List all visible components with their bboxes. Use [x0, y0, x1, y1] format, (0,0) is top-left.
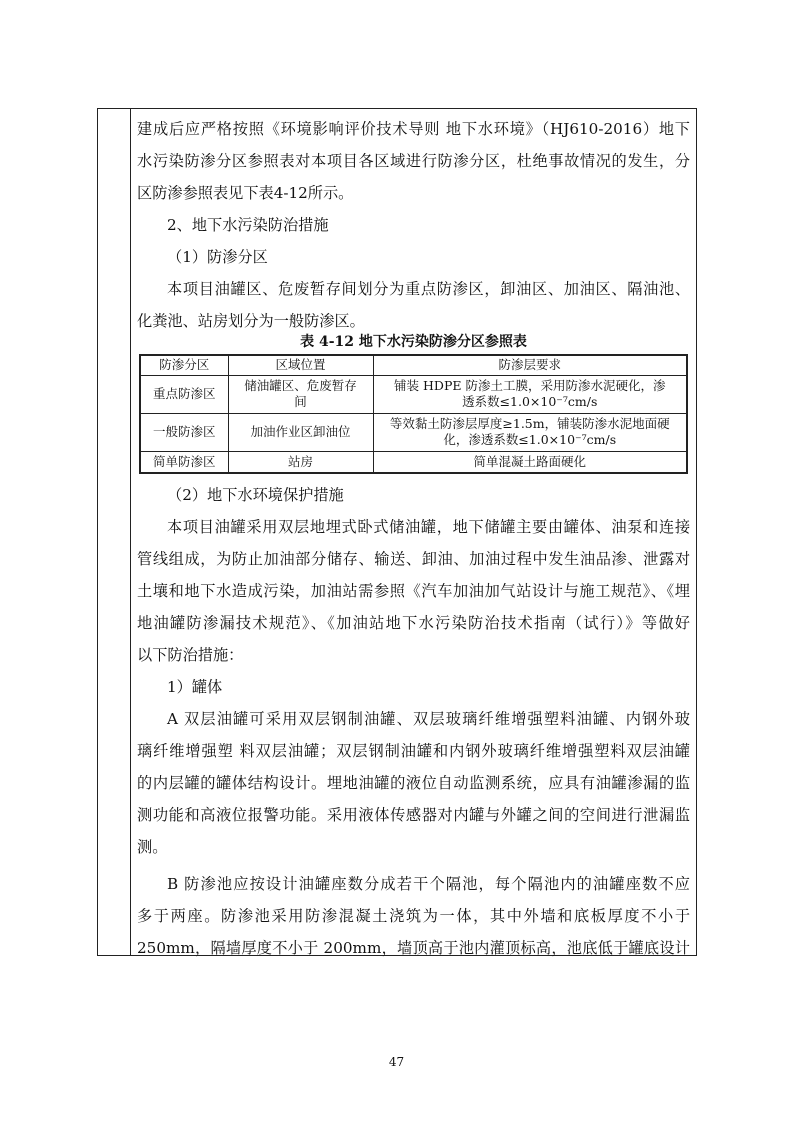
- paragraph-line: 的内层罐的罐体结构设计。埋地油罐的液位自动监测系统，应具有油罐渗漏的监: [137, 774, 690, 792]
- paragraph-line: 测。: [137, 838, 168, 856]
- paragraph-line: 本项目油罐采用双层地埋式卧式储油罐，地下储罐主要由罐体、油泵和连接: [167, 518, 690, 536]
- paragraph-line: 本项目油罐区、危废暂存间划分为重点防渗区，卸油区、加油区、隔油池、: [167, 280, 690, 298]
- paragraph-line: 土壤和地下水造成污染，加油站需参照《汽车加油加气站设计与施工规范》、《埋: [137, 582, 690, 600]
- section-heading: 2、地下水污染防治措施: [167, 216, 329, 234]
- table-cell: 加油作业区卸油位: [228, 413, 373, 451]
- paragraph-line: 以下防治措施：: [137, 646, 244, 664]
- paragraph-line: 多于两座。防渗池采用防渗混凝土浇筑为一体，其中外墙和底板厚度不小于: [137, 907, 690, 925]
- table-row: [140, 413, 687, 451]
- paragraph-line: B 防渗池应按设计油罐座数分成若干个隔池，每个隔池内的油罐座数不应: [167, 875, 690, 893]
- table-header-cell: 区域位置: [228, 355, 373, 375]
- page-number: 47: [388, 1055, 405, 1069]
- paragraph-line: 化粪池、站房划分为一般防渗区。: [137, 312, 365, 330]
- table-row: [140, 451, 687, 473]
- table-cell: 铺装 HDPE 防渗土工膜，采用防渗水泥硬化，渗 透系数≤1.0×10⁻⁷cm/s: [373, 375, 687, 413]
- table-caption: 表 4-12 地下水污染防渗分区参照表: [300, 334, 527, 350]
- frame-divider: [130, 108, 131, 956]
- paragraph-line: 管线组成，为防止加油部分储存、输送、卸油、加油过程中发生油品渗、泄露对: [137, 550, 690, 568]
- paragraph-line: 区防渗参照表见下表4-12所示。: [137, 184, 354, 202]
- table-header-cell: 防渗分区: [140, 355, 228, 375]
- table-row: [140, 375, 687, 413]
- table-cell: 一般防渗区: [140, 413, 228, 451]
- paragraph-line: A 双层油罐可采用双层钢制油罐、双层玻璃纤维增强塑料油罐、内钢外玻: [167, 710, 690, 728]
- table-cell: 储油罐区、危废暂存 间: [228, 375, 373, 413]
- table-cell: 重点防渗区: [140, 375, 228, 413]
- paragraph-line: 测功能和高液位报警功能。采用液体传感器对内罐与外罐之间的空间进行泄漏监: [137, 806, 690, 824]
- table-cell: 站房: [228, 451, 373, 473]
- seepage-zone-table: [139, 354, 688, 474]
- paragraph-line: 建成后应严格按照《环境影响评价技术导则 地下水环境》（HJ610-2016）地下: [137, 120, 690, 138]
- table-cell: 简单防渗区: [140, 451, 228, 473]
- subsection-heading: （1）防渗分区: [167, 248, 268, 266]
- table-header-cell: 防渗层要求: [373, 355, 687, 375]
- paragraph-line: 水污染防渗分区参照表对本项目各区域进行防渗分区，杜绝事故情况的发生，分: [137, 152, 690, 170]
- paragraph-line: 地油罐防渗漏技术规范》、《加油站地下水污染防治技术指南（试行）》等做好: [137, 614, 690, 632]
- table-cell: 简单混凝土路面硬化: [373, 451, 687, 473]
- paragraph-line: 璃纤维增强塑 料双层油罐；双层钢制油罐和内钢外玻璃纤维增强塑料双层油罐: [137, 742, 690, 760]
- subsection-heading: （2）地下水环境保护措施: [167, 486, 344, 504]
- subsection-heading: 1）罐体: [167, 678, 223, 696]
- table-header-row: [140, 355, 687, 375]
- table-cell: 等效黏土防渗层厚度≥1.5m，铺装防渗水泥地面硬 化，渗透系数≤1.0×10⁻⁷cm/s: [373, 413, 687, 451]
- paragraph-line: 250mm，隔墙厚度不小于 200mm，墙顶高于池内灌顶标高，池底低于罐底设计: [137, 939, 690, 957]
